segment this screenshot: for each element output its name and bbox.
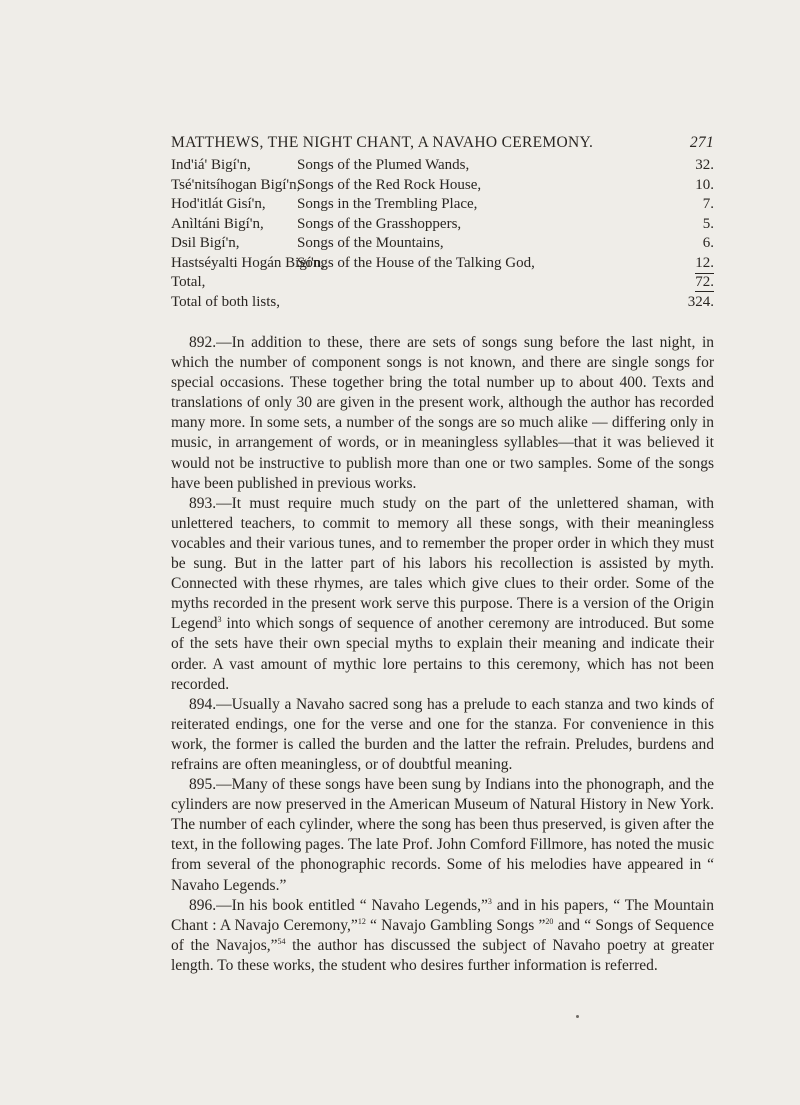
song-set-description: Songs of the Grasshoppers, bbox=[297, 215, 462, 232]
paragraph-893 bbox=[171, 494, 714, 695]
running-title: MATTHEWS, THE NIGHT CHANT, A NAVAHO CEREMONY. bbox=[171, 134, 594, 151]
song-table bbox=[171, 156, 714, 312]
song-count: 6. bbox=[702, 235, 714, 251]
paragraph-892: 892.—In addition to these, there are sets of songs sung before the last night, in which the number of component songs is not known, and there are single songs for special occasions. These together bring the total number up to about 400. Texts and translations of only 30 are given in the present work, although the author has recorded many more. In some sets, a number of the songs are so much alike — differing only in music, in arrangement of words, or in meaningless syllables—that it was believed it would not be instructive to publish more than one or two samples. Some of the songs have been published in previous works. bbox=[171, 334, 714, 492]
song-count: 5. bbox=[702, 215, 714, 232]
paragraph-894: 894.—Usually a Navaho sacred song has a prelude to each stanza and two kinds of reiterated endings, one for the verse and one for the stanza. For convenience in this work, the former is called the burden and the latter the refrain. Preludes, burdens and refrains are often meaningless, or of doubtful meaning. bbox=[171, 695, 714, 773]
footnote-ref: 3 bbox=[487, 896, 492, 906]
total-row bbox=[171, 273, 714, 293]
song-count: 7. bbox=[702, 196, 714, 212]
paragraph-text: and in his papers, “ The Mountain Chant : A Navajo Ceremony,” bbox=[171, 896, 714, 934]
song-set-description: Songs of the Mountains, bbox=[297, 235, 444, 251]
table-row bbox=[171, 254, 714, 274]
grand-total-label: Total of both lists, bbox=[171, 293, 280, 310]
footnote-ref: 12 bbox=[357, 916, 366, 926]
body-text bbox=[171, 333, 714, 976]
song-set-description: Songs of the Plumed Wands, bbox=[297, 157, 470, 173]
table-row bbox=[171, 215, 714, 235]
song-set-name: Hod'itlát Gisí'n, bbox=[171, 196, 266, 212]
song-count: 12. bbox=[695, 254, 714, 271]
footnote-ref: 3 bbox=[217, 615, 222, 625]
song-set-name: Tsé'nitsíhogan Bigí'n, bbox=[171, 176, 301, 193]
running-header bbox=[171, 134, 714, 152]
paragraph-895: 895.—Many of these songs have been sung by Indians into the phonograph, and the cylinders are now preserved in the American Museum of Natural History in New York. The number of each cylinder, where the song has been thus preserved, is given after the text, in the following pages. The late Prof. John Comford Fillmore, has noted the music from several of the phonographic records. Some of his melodies have appeared in “ Navaho Legends.” bbox=[171, 776, 714, 894]
paragraph-text: 893.—It must require much study on the part of the unlettered shaman, with unlettered teachers, to commit to memory all these songs, with their meaningless vocables and their various tunes, and to remember the proper order in which they must be sung. But in the latter part of his labors his recollection is assisted by myth. Connected with these rhymes, are tales which give clues to their order. Some of the myths recorded in the present work serve this purpose. There is a version of the Origin Legend bbox=[171, 494, 714, 633]
table-row bbox=[171, 234, 714, 254]
table-row bbox=[171, 195, 714, 215]
ink-speck bbox=[576, 1015, 579, 1018]
paragraph-text: 896.—In his book entitled “ Navaho Legends,” bbox=[189, 896, 488, 914]
table-row bbox=[171, 176, 714, 196]
song-set-description: Songs in the Trembling Place, bbox=[297, 196, 478, 212]
song-set-name: Dsil Bigí'n, bbox=[171, 235, 240, 251]
grand-total-row bbox=[171, 293, 714, 313]
song-set-name: Ind'iá' Bigí'n, bbox=[171, 157, 251, 173]
footnote-ref: 54 bbox=[277, 936, 286, 946]
song-set-description: Songs of the House of the Talking God, bbox=[297, 254, 535, 271]
table-row bbox=[171, 156, 714, 176]
song-set-name: Anìltáni Bigí'n, bbox=[171, 215, 264, 232]
page-number: 271 bbox=[689, 134, 714, 151]
paragraph-text: “ Navajo Gambling Songs ” bbox=[365, 916, 546, 934]
paragraph-text: and “ Songs of Sequence of the Navajos,” bbox=[171, 916, 715, 954]
song-set-name: Hastséyalti Hogán Bigí'n, bbox=[171, 254, 325, 271]
song-set-description: Songs of the Red Rock House, bbox=[297, 176, 482, 193]
grand-total-value: 324. bbox=[687, 293, 714, 310]
total-value: 72. bbox=[695, 274, 714, 290]
paragraph-text: the author has discussed the subject of Navaho poetry at greater length. To these works, the student who desires further information is referred. bbox=[171, 936, 714, 974]
song-count: 10. bbox=[695, 176, 714, 193]
song-count: 32. bbox=[695, 157, 714, 173]
footnote-ref: 20 bbox=[545, 916, 554, 926]
total-label: Total, bbox=[171, 274, 206, 290]
paragraph-896 bbox=[171, 896, 714, 976]
paragraph-text: into which songs of sequence of another ceremony are introduced. But some of the sets have their own special myths to explain their meaning and indicate their order. A vast amount of mythic lore pertains to this ceremony, which has not been recorded. bbox=[171, 615, 714, 693]
